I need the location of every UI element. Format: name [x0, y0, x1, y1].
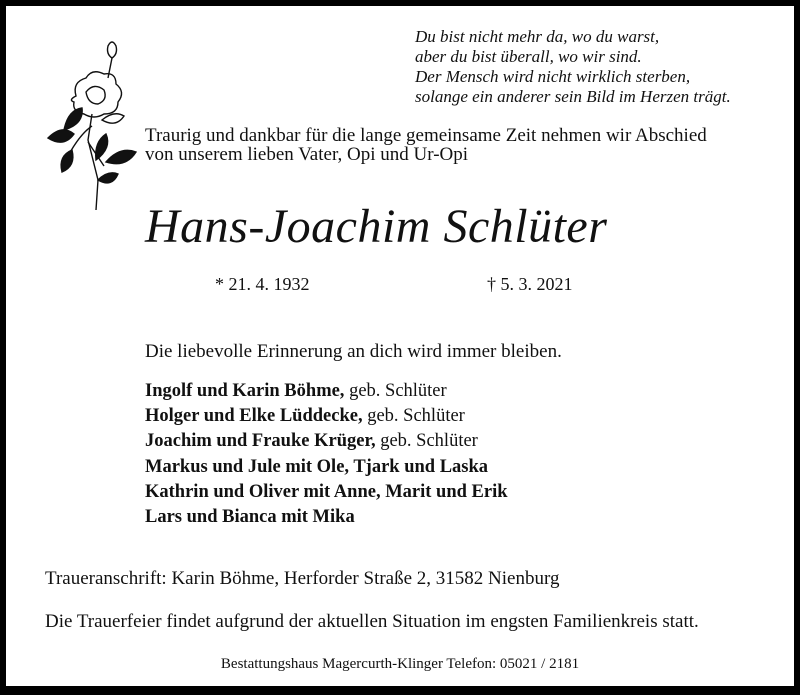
mourning-address: Traueranschrift: Karin Böhme, Herforder Straße 2, 31582 Nienburg [45, 568, 560, 589]
intro-line: von unserem lieben Vater, Opi und Ur-Opi [145, 143, 469, 165]
poem-line: aber du bist überall, wo wir sind. [415, 47, 642, 66]
family-list [145, 379, 508, 530]
deceased-name: Hans-Joachim Schlüter [145, 200, 608, 253]
family-entry: Holger und Elke Lüddecke, geb. Schlüter [145, 406, 465, 427]
memory-line: Die liebevolle Erinnerung an dich wird immer bleiben. [145, 341, 562, 362]
intro-text [145, 127, 707, 164]
family-entry: Kathrin und Oliver mit Anne, Marit und Erik [145, 481, 508, 502]
family-entry: Markus und Jule mit Ole, Tjark und Laska [145, 456, 489, 477]
poem [415, 27, 731, 107]
family-entry: Lars und Bianca mit Mika [145, 507, 355, 528]
death-date: † 5. 3. 2021 [487, 274, 573, 294]
funeral-note: Die Trauerfeier findet aufgrund der aktuellen Situation im engsten Familienkreis statt. [45, 611, 699, 632]
family-entry: Ingolf und Karin Böhme, geb. Schlüter [145, 381, 447, 401]
intro-line: Traurig und dankbar für die lange gemeinsame Zeit nehmen wir Abschied [145, 125, 707, 146]
poem-line: Der Mensch wird nicht wirklich sterben, [415, 67, 691, 86]
poem-line: Du bist nicht mehr da, wo du warst, [415, 27, 660, 46]
poem-line: solange ein anderer sein Bild im Herzen trägt. [415, 87, 731, 106]
funeral-home: Bestattungshaus Magercurth-Klinger Telefon: 05021 / 2181 [220, 656, 580, 672]
birth-date: * 21. 4. 1932 [215, 274, 310, 294]
rose-icon [36, 34, 146, 214]
obituary-card [6, 6, 794, 686]
family-entry: Joachim und Frauke Krüger, geb. Schlüter [145, 431, 478, 452]
